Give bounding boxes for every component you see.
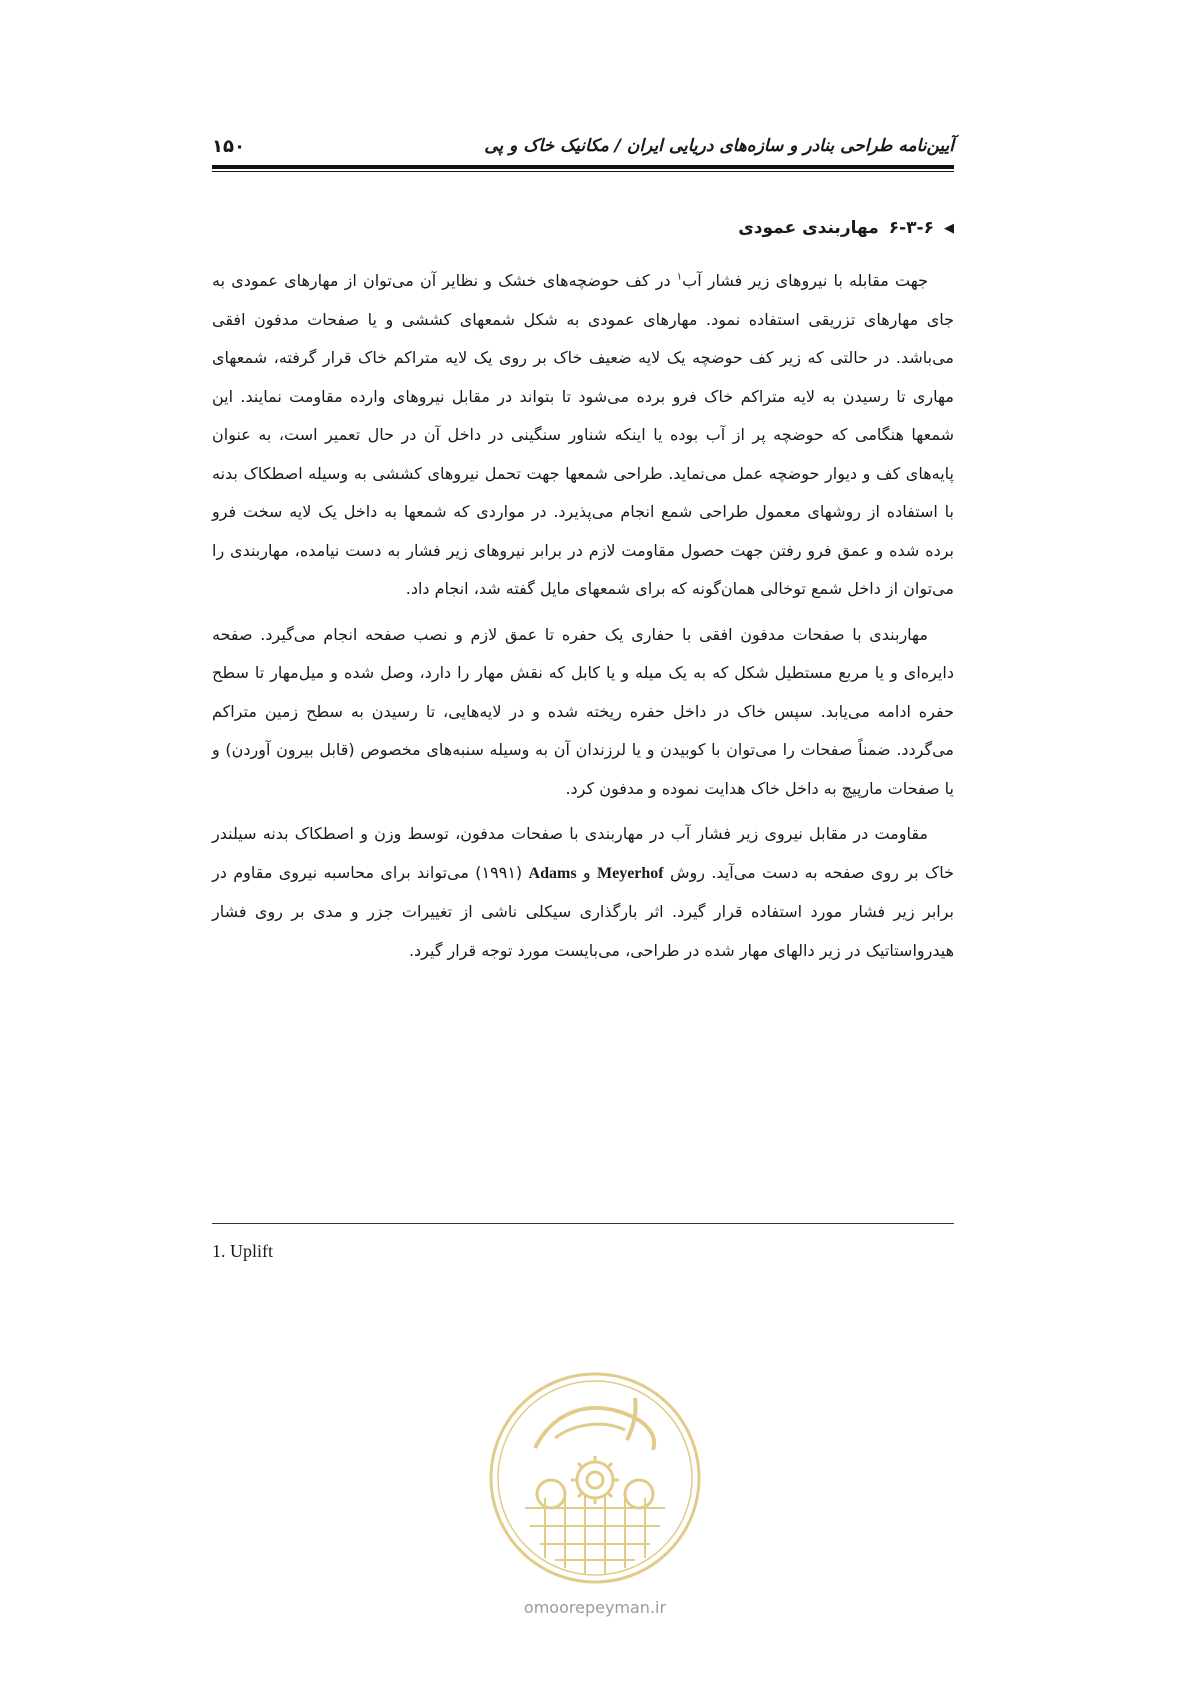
body-text	[212, 262, 954, 977]
page-number: ۱۵۰	[212, 135, 245, 157]
paragraph-1-start: جهت مقابله با نیروهای زیر فشار آب	[682, 271, 928, 290]
header-rule-thin	[212, 171, 954, 172]
author-meyerhof: Meyerhof	[597, 864, 664, 882]
paragraph-3	[212, 815, 954, 970]
paragraph-3-start: مقاومت در مقابل نیروی زیر فشار آب در مهاربندی با صفحات مدفون، توسط وزن و اصطکاک بدنه سیلندر خاک بر روی صفحه به دست می‌آید. روش	[212, 824, 954, 882]
header-double-rule	[212, 165, 954, 174]
paragraph-2: مهاربندی با صفحات مدفون افقی با حفاری یک حفره تا عمق لازم و نصب صفحه انجام می‌گیرد. صفحه دایره‌ای و یا مربع مستطیل شکل که به یک میله و یا کابل که نقش مهار را دارد، وصل شده و میل‌مهار تا سطح حفره ادامه می‌یابد. سپس خاک در داخل حفره ریخته شده و در لایه‌هایی، تا رسیدن به سطح زمین متراکم می‌گردد. ضمناً صفحات را می‌توان با کوبیدن و یا لرزندان آن به وسیله سنبه‌های مخصوص (قابل بیرون آوردن) و یا صفحات مارپیچ به داخل خاک هدایت نموده و مدفون کرد.	[212, 624, 954, 798]
section-heading	[212, 218, 954, 238]
footnote-1: 1. Uplift	[212, 1241, 273, 1261]
paragraph-1-rest: در کف حوضچه‌های خشک و نظایر آن می‌توان از مهارهای عمودی به جای مهارهای تزریقی استفاده نمود. مهارهای عمودی به شکل شمعهای کششی و یا صفحات مدفون افقی می‌باشد. در حالتی که زیر کف حوضچه یک لایه ضعیف خاک بر روی یک لایه متراکم خاک قرار گرفته، شمعهای مهاری تا رسیدن به لایه متراکم خاک فرو برده می‌شود تا بتواند در مقابل نیروهای وارده مقاومت نمایند. این شمعها هنگامی که حوضچه پر از آب بوده یا اینکه شناور سنگینی در داخل آن در حال تعمیر است، به عنوان پایه‌های کف و دیوار حوضچه عمل می‌نماید. طراحی شمعها جهت تحمل نیروهای کششی به وسیله اصطکاک بدنه با استفاده از روشهای معمول طراحی شمع انجام می‌پذیرد. در مواردی که شمعها به داخل یک لایه سخت فرو برده شده و عمق فرو رفتن جهت حصول مقاومت لازم در برابر نیروهای زیر فشار به دست نیامده، مهاربندی را می‌توان از داخل شمع توخالی همان‌گونه که برای شمعهای مایل گفته شد، انجام داد.	[212, 271, 954, 598]
paragraph-3-rest: (۱۹۹۱) می‌تواند برای محاسبه نیروی مقاوم در برابر زیر فشار مورد استفاده قرار گیرد. اثر بارگذاری سیکلی ناشی از تغییرات جزر و مدی بر روی فشار هیدرواستاتیک در زیر دالهای مهار شده در طراحی، می‌بایست مورد توجه قرار گیرد.	[212, 862, 954, 960]
heading-bullet-icon: ◀	[944, 220, 954, 236]
footnote-marker: ۱	[676, 271, 683, 283]
page-header	[212, 132, 954, 160]
watermark-logo-icon	[485, 1368, 705, 1588]
watermark-url: omoorepeyman.ir	[523, 1598, 667, 1617]
section-number: ۶-۳-۶	[888, 218, 934, 238]
paragraph-3-and: و	[576, 862, 597, 882]
running-header-title: آیین‌نامه طراحی بنادر و سازه‌های دریایی ایران / مکانیک خاک و پی	[484, 136, 954, 156]
header-rule-thick	[212, 165, 954, 169]
author-adams: Adams	[528, 864, 577, 882]
footnote-separator	[212, 1223, 954, 1224]
paragraph-1	[212, 262, 954, 609]
section-title: مهاربندی عمودی	[738, 218, 879, 238]
